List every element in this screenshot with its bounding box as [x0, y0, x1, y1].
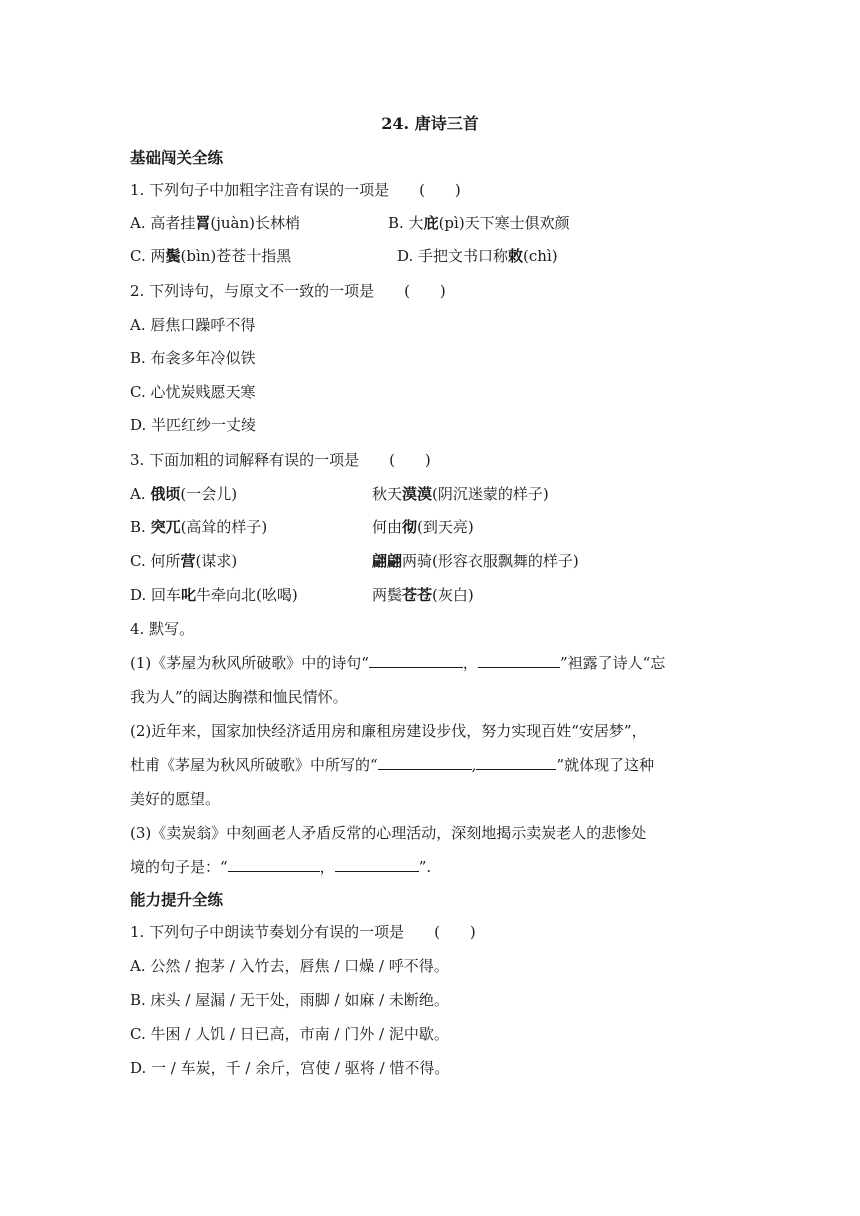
q1-option-b: B. 大庇(pì)天下寒士俱欢颜	[388, 214, 570, 232]
section-advanced-heading: 能力提升全练	[130, 890, 224, 909]
section-basic-heading: 基础闯关全练	[130, 148, 224, 167]
blank-line	[478, 653, 560, 668]
q4-stem: 4. 默写。	[130, 620, 195, 638]
q2-option-d: D. 半匹红纱一丈绫	[130, 416, 257, 434]
q4-item2-line1: (2)近年来，国家加快经济适用房和廉租房建设步伐，努力实现百姓“安居梦”，	[130, 722, 647, 740]
q3-option-d-second: 两鬓苍苍(灰白)	[372, 586, 474, 604]
q3-option-a-second: 秋天漠漠(阴沉迷蒙的样子)	[372, 485, 549, 503]
q3-option-b-second: 何由彻(到天亮)	[372, 518, 474, 536]
q2-stem: 2. 下列诗句，与原文不一致的一项是 ( )	[130, 282, 446, 300]
q4-item1-line2: 我为人”的阔达胸襟和恤民情怀。	[130, 688, 348, 706]
blank-line	[369, 653, 463, 668]
q3-option-c: C. 何所营(谋求)	[130, 552, 238, 570]
blank-line	[335, 857, 419, 872]
q3-stem: 3. 下面加粗的词解释有误的一项是 ( )	[130, 451, 431, 469]
q2-option-c: C. 心忧炭贱愿天寒	[130, 383, 256, 401]
adv-q1-option-b: B. 床头 / 屋漏 / 无干处，雨脚 / 如麻 / 未断绝。	[130, 991, 449, 1009]
adv-q1-stem: 1. 下列句子中朗读节奏划分有误的一项是 ( )	[130, 923, 476, 941]
q3-option-d: D. 回车叱牛牵向北(吆喝)	[130, 586, 298, 604]
q1-option-d: D. 手把文书口称敕(chì)	[397, 247, 558, 265]
blank-line	[476, 755, 556, 770]
q4-item2-line2: 杜甫《茅屋为秋风所破歌》中所写的“ , ”就体现了这种	[130, 756, 655, 774]
lesson-title: 24. 唐诗三首	[381, 114, 479, 133]
q4-item1-line1: (1)《茅屋为秋风所破歌》中的诗句“ ， ”袒露了诗人“忘	[130, 654, 666, 672]
blank-line	[378, 755, 472, 770]
q4-item3-line2: 境的句子是：“ ， ”.	[130, 858, 432, 876]
q2-option-a: A. 唇焦口躁呼不得	[130, 316, 256, 334]
q3-option-b: B. 突兀(高耸的样子)	[130, 518, 268, 536]
adv-q1-option-c: C. 牛困 / 人饥 / 日已高，市南 / 门外 / 泥中歇。	[130, 1025, 449, 1043]
adv-q1-option-d: D. 一 / 车炭，千 / 余斤，宫使 / 驱将 / 惜不得。	[130, 1059, 450, 1077]
blank-line	[228, 857, 320, 872]
q4-item2-line3: 美好的愿望。	[130, 790, 221, 808]
q1-option-a: A. 高者挂罥(juàn)长林梢	[130, 214, 301, 232]
adv-q1-option-a: A. 公然 / 抱茅 / 入竹去，唇焦 / 口燥 / 呼不得。	[130, 957, 449, 975]
q1-stem: 1. 下列句子中加粗字注音有误的一项是 ( )	[130, 181, 461, 199]
q2-option-b: B. 布衾多年冷似铁	[130, 349, 256, 367]
q4-item3-line1: (3)《卖炭翁》中刻画老人矛盾反常的心理活动，深刻地揭示卖炭老人的悲惨处	[130, 824, 647, 842]
q3-option-c-second: 翩翩两骑(形容衣服飘舞的样子)	[372, 552, 579, 570]
q3-option-a: A. 俄顷(一会儿)	[130, 485, 238, 503]
q1-option-c: C. 两鬓(bìn)苍苍十指黑	[130, 247, 292, 265]
